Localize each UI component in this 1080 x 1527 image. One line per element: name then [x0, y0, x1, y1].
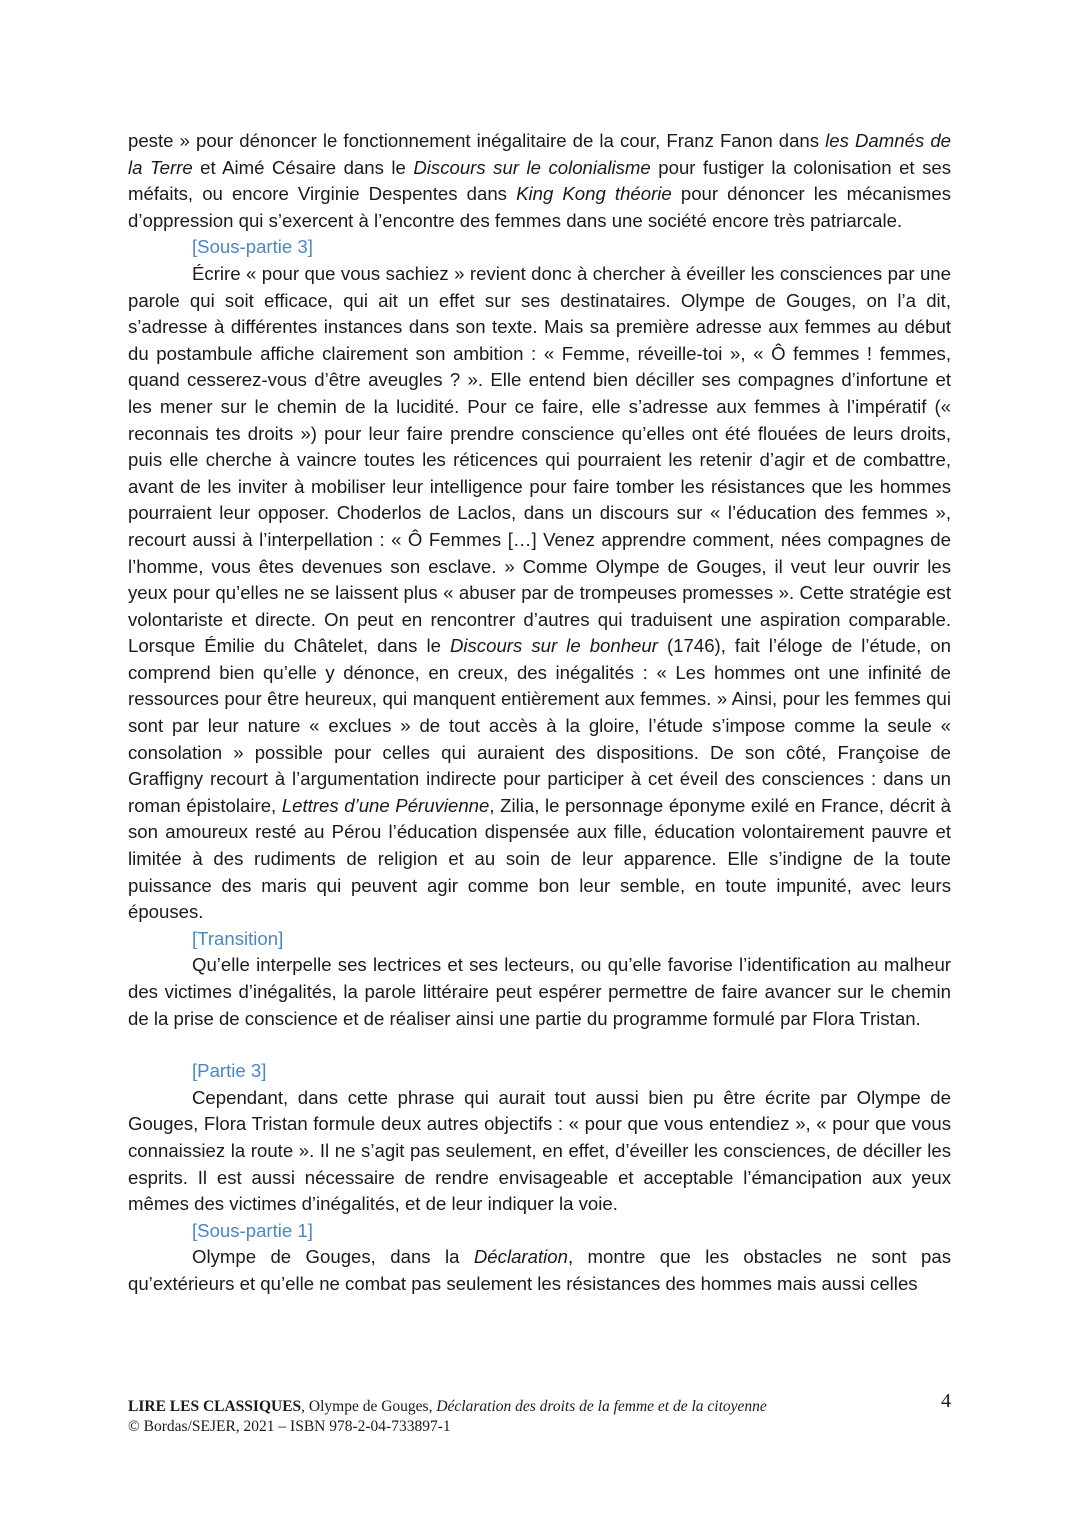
text-run: (1746), fait l’éloge de l’étude, on comprend bien qu’elle y dénonce, en creux, des inégalités : « Les hommes ont une infinité de ressources pour être heureux, qui manquent entièrement aux femmes. » Ainsi, pour les femmes qui sont par leur nature « exclues » de tout accès à la gloire, l’étude s’impose comme la seule « consolation » possible pour celles qui auraient des dispositions. De son côté, Françoise de Graffigny recourt à l’argumentation indirecte pour participer à cet éveil des consciences : dans un roman épistolaire, — [128, 635, 951, 816]
section-marker: [Sous-partie 3] — [192, 236, 313, 258]
section-marker: [Partie 3] — [192, 1060, 267, 1082]
italic-title: les Damnés de la Terre — [128, 130, 951, 178]
text-run: Écrire « pour que vous sachiez » revient donc à chercher à éveiller les consciences par une parole qui soit efficace, qui ait un effet sur ses destinataires. Olympe de Gouges, on l’a dit, s’adresse à différentes instances dans son texte. Mais sa première adresse aux femmes au début du postambule affiche clairement son ambition : « Femme, réveille-toi », « Ô femmes ! femmes, quand cesserez-vous d’être aveugles ? ». Elle entend bien déciller ses compagnes d’infortune et les mener sur le chemin de la lucidité. Pour ce faire, elle s’adresse aux femmes à l’impératif (« reconnais tes droits ») pour leur faire prendre conscience qu’elles ont été flouées de leurs droits, puis elle cherche à vaincre toutes les réticences qui pourraient les retenir d’agir et de combattre, avant de les inviter à mobiliser leur intelligence pour faire tomber les résistances que les hommes pourraient leur opposer. Choderlos de Laclos, dans un discours sur « l’éducation des femmes », recourt aussi à l’interpellation : « Ô Femmes […] Venez apprendre comment, nées compagnes de l’homme, vous êtes devenues son esclave. » Comme Olympe de Gouges, il veut leur ouvrir les yeux pour qu’elles ne se laissent plus « abuser par de trompeuses promesses ». Cette stratégie est volontariste et directe. On peut en rencontrer d’autres qui traduisent une aspiration comparable. Lorsque Émilie du Châtelet, dans le — [128, 262, 951, 657]
section-marker: [Transition] — [192, 927, 284, 949]
paragraph — [128, 1244, 951, 1297]
page-number: 4 — [941, 1390, 951, 1412]
section-marker: [Sous-partie 1] — [192, 1219, 313, 1241]
paragraph — [128, 261, 951, 926]
italic-title: Discours sur le bonheur — [449, 635, 658, 657]
text-run: Olympe de Gouges, dans la — [192, 1246, 474, 1268]
section-gap — [128, 1032, 951, 1058]
italic-title: Discours sur le colonialisme — [413, 156, 651, 178]
text-run: peste » pour dénoncer le fonctionnement inégalitaire de la cour, Franz Fanon dans — [128, 130, 826, 151]
footer-author: , Olympe de Gouges, — [301, 1398, 437, 1415]
text-run: Cependant, dans cette phrase qui aurait tout aussi bien pu être écrite par Olympe de Gouges, Flora Tristan formule deux autres objectifs : « pour que vous entendiez », « pour que vous connaissiez la route ». Il ne s’agit pas seulement, en effet, d’éveiller les consciences, de déciller les esprits. Il est aussi nécessaire de rendre envisageable et acceptable l’émancipation aux yeux mêmes des victimes d’inégalités, et de leur indiquer la voie. — [128, 1086, 951, 1215]
italic-title: Lettres d’une Péruvienne — [281, 794, 490, 816]
italic-title: Déclaration — [473, 1246, 568, 1268]
footer-book-title: Déclaration des droits de la femme et de la citoyenne — [436, 1398, 767, 1415]
text-run: , Zilia, le personnage éponyme exilé en France, décrit à son amoureux resté au Pérou l’éducation dispensée aux fille, éducation volontairement pauvre et limitée à des rudiments de religion et au soin de leur apparence. Elle s’indigne de la toute puissance des maris qui peuvent agir comme bon leur semble, en toute impunité, avec leurs épouses. — [128, 794, 951, 923]
text-run: et Aimé Césaire dans le — [192, 156, 414, 178]
text-run: Qu’elle interpelle ses lectrices et ses lecteurs, ou qu’elle favorise l’identification au malheur des victimes d’inégalités, la parole littéraire peut espérer permettre de faire avancer sur le chemin de la prise de conscience et de réaliser ainsi une partie du programme formulé par Flora Tristan. — [128, 954, 951, 1029]
text-run: pour fustiger la colonisation et ses méfaits, ou encore Virginie Despentes dans — [128, 156, 952, 205]
italic-title: King Kong théorie — [516, 183, 672, 205]
footer-copyright: © Bordas/SEJER, 2021 – ISBN 978-2-04-733897-1 — [128, 1418, 451, 1435]
text-run: pour dénoncer les mécanismes d’oppression qui s’exercent à l’encontre des femmes dans une société encore très patriarcale. — [128, 183, 952, 231]
footer-citation — [128, 1397, 951, 1417]
text-run: , montre que les obstacles ne sont pas qu’extérieurs et qu’elle ne combat pas seulement les résistances des hommes mais aussi celles — [128, 1246, 951, 1294]
footer-series: LIRE LES CLASSIQUES — [128, 1398, 302, 1415]
paragraph — [128, 128, 951, 234]
document-body — [128, 128, 951, 1298]
paragraph — [128, 952, 951, 1032]
page-footer — [128, 1390, 951, 1437]
paragraph — [128, 1085, 951, 1218]
